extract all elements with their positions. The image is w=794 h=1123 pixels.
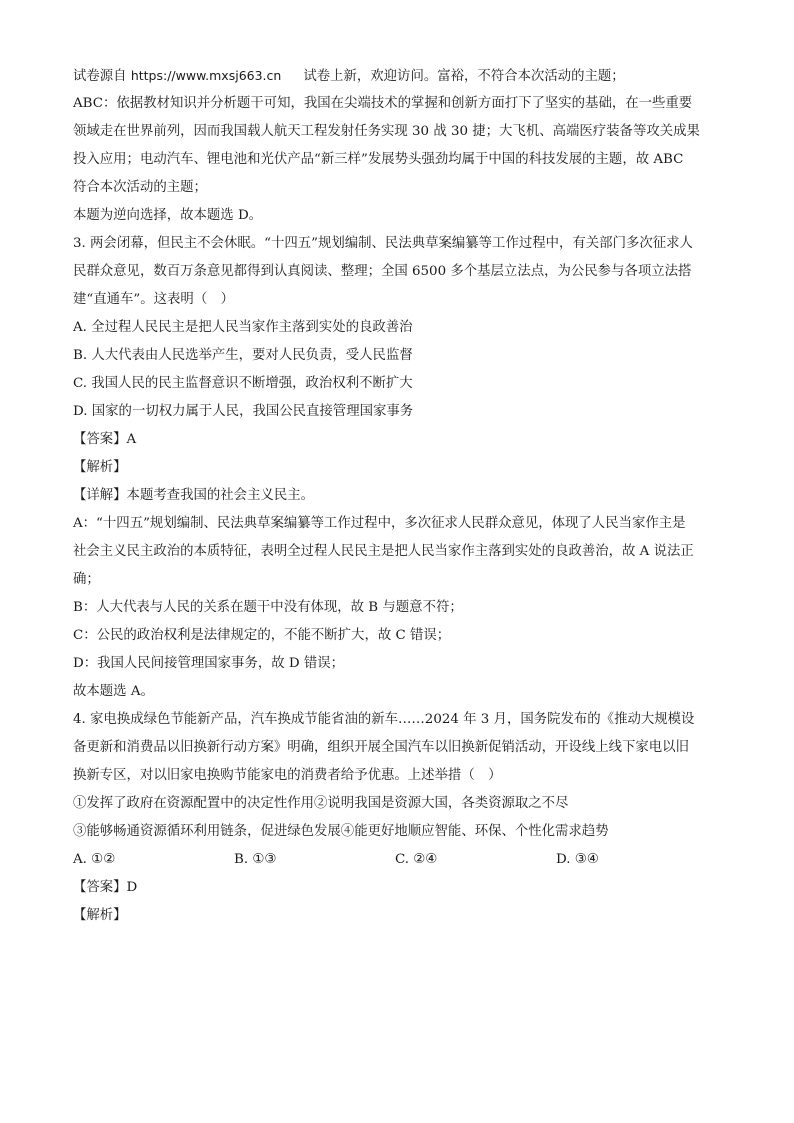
q2-conclusion: 本题为逆向选择，故本题选 D。 (73, 208, 263, 223)
q3-conclusion: 故本题选 A。 (73, 684, 154, 699)
q3-option-d: D. 国家的一切权力属于人民，我国公民直接管理国家事务 (73, 404, 414, 419)
source-label: 试卷源自 (73, 69, 127, 84)
q3-explain-b: B：人大代表与人民的关系在题干中没有体现，故 B 与题意不符； (73, 600, 463, 615)
header-line (73, 62, 721, 90)
q3-explain-a-line-1: A：“十四五”规划编制、民法典草案编纂等工作过程中，多次征求人民群众意见，体现了人民当家作主是 (73, 516, 686, 531)
q3-explain-c: C：公民的政治权利是法律规定的，不能不断扩大，故 C 错误； (73, 628, 451, 643)
q3-stem-line-2: 民群众意见，数百万条意见都得到认真阅读、整理；全国 6500 多个基层立法点，为公民参与各项立法搭 (73, 264, 692, 279)
q3-answer: 【答案】A (73, 432, 137, 447)
q3-option-a: A. 全过程人民民主是把人民当家作主落到实处的良政善治 (73, 320, 413, 335)
q3-option-b: B. 人大代表由人民选举产生，要对人民负责，受人民监督 (73, 348, 413, 363)
q4-option-b: B. ①③ (234, 852, 277, 867)
q4-stem-line-2: 备更新和消费品以旧换新行动方案》明确，组织开展全国汽车以旧换新促销活动，开设线上线下家电以旧 (73, 740, 689, 755)
q4-statement-line-1: ①发挥了政府在资源配置中的决定性作用②说明我国是资源大国，各类资源取之不尽 (73, 796, 569, 811)
q3-analysis-label: 【解析】 (73, 460, 127, 475)
q3-detail: 【详解】本题考查我国的社会主义民主。 (73, 488, 315, 503)
q4-answer: 【答案】D (73, 880, 138, 895)
q3-explain-d: D：我国人民间接管理国家事务，故 D 错误； (73, 656, 345, 671)
q3-option-c: C. 我国人民的民主监督意识不断增强，政治权利不断扩大 (73, 376, 413, 391)
q4-options (73, 846, 721, 874)
site-url: https://www.mxsj663.cn (130, 68, 282, 83)
q4-stem-line-1: 4. 家电换成绿色节能新产品，汽车换成节能省油的新车……2024 年 3 月，国务院发布的《推动大规模设 (73, 712, 695, 727)
q2-abc-line-4: 符合本次活动的主题； (73, 180, 207, 195)
welcome-text: 试卷上新，欢迎访问。富裕，不符合本次活动的主题； (303, 69, 625, 84)
q3-stem-line-1: 3. 两会闭幕，但民主不会休眠。“十四五”规划编制、民法典草案编纂等工作过程中，有关部门多次征求人 (73, 236, 693, 251)
q3-stem-line-3: 建“直通车”。这表明（ ） (73, 292, 234, 307)
q4-option-c: C. ②④ (395, 852, 438, 867)
q2-abc-line-2: 领域走在世界前列，因而我国载人航天工程发射任务实现 30 战 30 捷；大飞机、高端医疗装备等攻关成果 (73, 124, 700, 139)
q4-analysis-label: 【解析】 (73, 908, 127, 923)
q3-explain-a-line-3: 确； (73, 572, 100, 587)
q4-stem-line-3: 换新专区，对以旧家电换购节能家电的消费者给予优惠。上述举措（ ） (73, 768, 502, 783)
q4-option-d: D. ③④ (556, 852, 599, 867)
document-page (73, 62, 721, 930)
q2-abc-line-3: 投入应用；电动汽车、锂电池和光伏产品“新三样”发展势头强劲均属于中国的科技发展的主题，故 ABC (73, 152, 684, 167)
q4-statement-line-2: ③能够畅通资源循环利用链条，促进绿色发展④能更好地顺应智能、环保、个性化需求趋势 (73, 824, 609, 839)
q2-abc-line-1: ABC：依据教材知识并分析题干可知，我国在尖端技术的掌握和创新方面打下了坚实的基础，在一些重要 (73, 96, 693, 111)
q3-explain-a-line-2: 社会主义民主政治的本质特征，表明全过程人民民主是把人民当家作主落到实处的良政善治，故 A 说法正 (73, 544, 694, 559)
q4-option-a: A. ①② (73, 852, 116, 867)
